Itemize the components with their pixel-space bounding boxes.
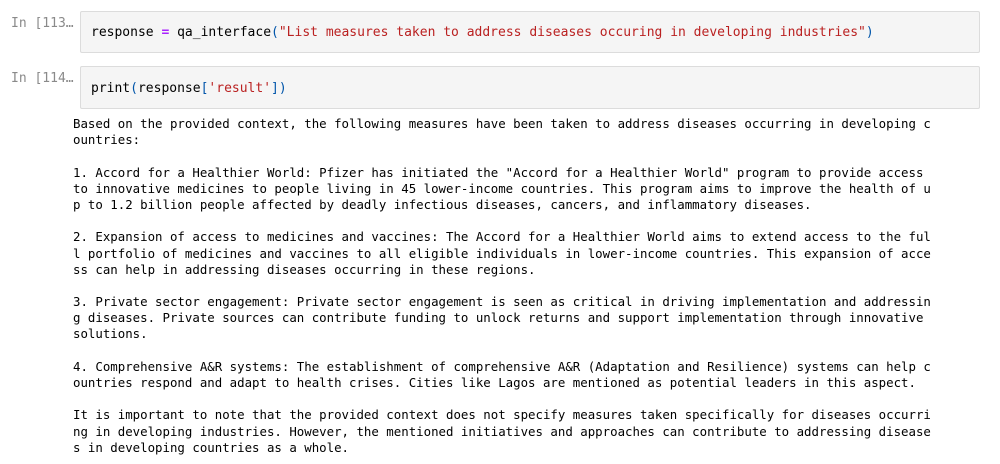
- cell-2-input[interactable]: [80, 66, 980, 109]
- output-line: [73, 213, 983, 229]
- output-line: p to 1.2 billion people affected by deadly infectious diseases, cancers, and inflammatory diseases.: [73, 196, 812, 212]
- output-line: ng in developing industries. However, the mentioned initiatives and approaches can contribute to addressing disease: [73, 423, 931, 439]
- cell-1-prompt: In [113…: [11, 16, 74, 31]
- output-line: 2. Expansion of access to medicines and vaccines: The Accord for a Healthier World aims to extend access to the ful: [73, 229, 931, 245]
- output-line: 1. Accord for a Healthier World: Pfizer has initiated the "Accord for a Healthier World" program to provide access: [73, 164, 924, 180]
- output-line: [73, 343, 983, 359]
- code-close-paren: ): [278, 81, 287, 96]
- output-line: g diseases. Private sources can contribute funding to unlock returns and support implementation through innovative: [73, 310, 924, 326]
- output-line: [73, 391, 983, 407]
- output-line: s in developing countries as a whole.: [73, 439, 350, 455]
- code-close-paren: ): [865, 25, 874, 40]
- code-function-name: qa_interface: [177, 25, 272, 40]
- output-line: [73, 148, 983, 164]
- cell-2-prompt: In [114…: [11, 71, 74, 86]
- code-assign-operator: =: [161, 25, 170, 40]
- code-string-key: 'result': [208, 81, 272, 96]
- output-line: [73, 278, 983, 294]
- output-line: Based on the provided context, the following measures have been taken to address diseases occurring in developing c: [73, 116, 931, 131]
- code-var: response: [91, 25, 154, 40]
- output-line: ss can help in addressing diseases occurring in these regions.: [73, 261, 536, 277]
- output-line: to innovative medicines to people living in 45 lower-income countries. This program aims to improve the health of u: [73, 180, 931, 196]
- code-open-paren: (: [271, 25, 279, 40]
- code-open-bracket: [: [200, 81, 209, 96]
- cell-2-output: [73, 116, 983, 456]
- code-string-arg: "List measures taken to address diseases occuring in developing industries": [278, 25, 866, 40]
- output-line: ountries:: [73, 132, 141, 148]
- output-line: ountries respond and adapt to health crises. Cities like Lagos are mentioned as potential leaders in this aspect.: [73, 375, 916, 390]
- code-open-paren: (: [130, 81, 138, 96]
- output-line: 3. Private sector engagement: Private sector engagement is seen as critical in driving implementation and addressin: [73, 294, 931, 310]
- code-function-name: print: [91, 81, 131, 96]
- code-close-bracket: ]: [271, 81, 279, 96]
- output-line: 4. Comprehensive A&R systems: The establishment of comprehensive A&R (Adaptation and Resilience) systems can help c: [73, 358, 931, 374]
- output-line: l portfolio of medicines and vaccines to all eligible individuals in lower-income countries. This expansion of acce: [73, 245, 931, 261]
- cell-1-input[interactable]: [80, 11, 980, 53]
- output-line: It is important to note that the provided context does not specify measures taken specifically for diseases occurri: [73, 407, 931, 423]
- code-arg-variable: response: [137, 81, 201, 96]
- output-line: solutions.: [73, 326, 148, 342]
